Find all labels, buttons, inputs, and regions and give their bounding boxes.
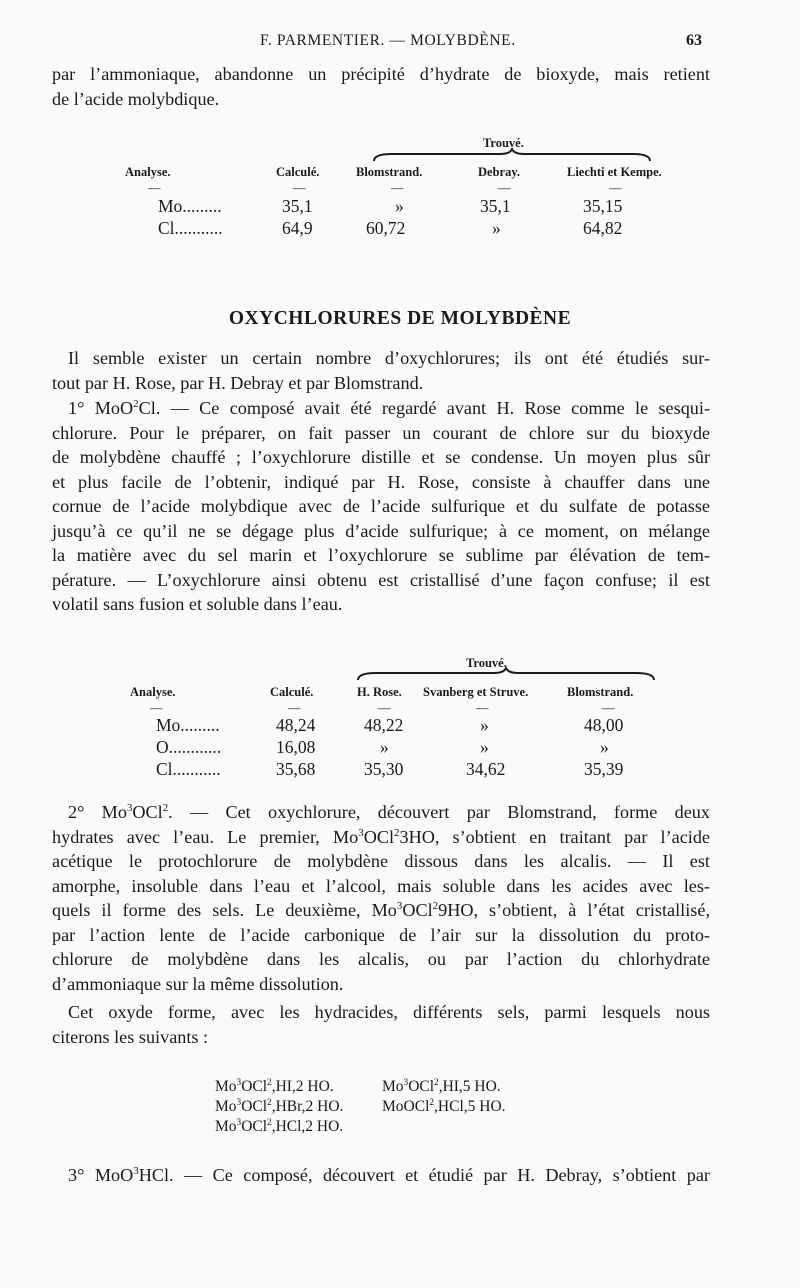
text-line: Cet oxyde forme, avec les hydracides, différents sels, parmi lesquels nous [68,1002,710,1022]
table-cell: 64,82 [583,218,623,238]
column-dash: — [391,181,404,195]
text-line: de l’acide molybdique. [52,88,220,109]
column-dash: — [498,181,511,195]
text-line: 2° Mo$^3$OCl$^2$. — Cet oxychlorure, découvert par Blomstrand, forme deux [68,801,710,822]
table-cell: » [492,218,501,238]
table-cell: 35,1 [282,196,313,216]
column-dash: — [609,181,622,195]
row-label: Mo......... [156,715,220,735]
column-dash: — [288,701,301,715]
text-line: chlorure. Pour le préparer, on fait passer un courant de chlore sur du bioxyde [52,422,710,443]
text-line: volatil sans fusion et soluble dans l’eau. [52,594,343,614]
table-cell: 60,72 [366,218,406,238]
text-line: quels il forme des sels. Le deuxième, Mo$^3$OCl$^2$9HO, s’obtient, à l’état cristallisé, [52,899,710,920]
salt-formula: MoOCl$^2$,HCl,5 HO. [382,1097,506,1115]
paragraph [52,1163,710,1188]
row-label: Cl........... [158,218,223,238]
item-number: 1° [68,398,85,418]
table-cell: 35,1 [480,196,511,216]
item-number: 2° [68,802,85,822]
table-cell: 16,08 [276,737,316,757]
table-cell: » [480,715,489,735]
column-dash: — [602,701,615,715]
table-cell: 64,9 [282,218,313,238]
text-line: Il semble exister un certain nombre d’oxychlorures; ils ont été étudiés sur- [68,348,710,368]
row-label: Cl........... [156,759,221,779]
column-header: Calculé. [276,165,320,179]
table-cell: » [380,737,389,757]
text-line: jusqu’à ce qu’il ne se dégage plus d’acide sulfurique; à ce moment, on mélange [52,520,710,541]
text-line: chlorure de molybdène dans les alcalis, ou par l’action du chlorhydrate [52,949,710,969]
chemical-formula: MoO$^3$HCl. [94,1164,174,1185]
column-dash: — [293,181,306,195]
text-line: citerons les suivants : [52,1026,209,1047]
text-line: acétique le protochlorure de molybdène dissous dans les alcalis. — Il est [52,851,710,871]
table-cell: 35,30 [364,759,404,779]
column-dash: — [150,701,163,715]
text-line: et plus facile de l’obtenir, indiqué par H. Rose, consiste à chauffer dans une [52,471,710,492]
section-heading: OXYCHLORURES DE MOLYBDÈNE [228,308,572,329]
column-header: Analyse. [125,165,171,179]
text-line: de molybdène chauffé ; l’oxychlorure distille et se condense. Un moyen plus sûr [52,447,710,467]
text-line: la matière avec du sel marin et l’oxychlorure se sublime par élévation de tem- [52,545,710,565]
column-header: Liechti et Kempe. [567,165,662,179]
table-cell: 34,62 [466,759,506,779]
table-group-label: Trouvé. [466,656,507,670]
text-line: tout par H. Rose, par H. Debray et par Blomstrand. [52,372,424,393]
salt-formula: Mo$^3$OCl$^2$,HBr,2 HO. [215,1097,344,1115]
salt-formula: Mo$^3$OCl$^2$,HI,2 HO. [215,1077,334,1095]
text-line: par l’action lente de l’acide carbonique de l’air sur la dissolution du proto- [52,924,710,945]
column-header: H. Rose. [357,685,402,699]
table-cell: 35,39 [584,759,624,779]
column-header: Svanberg et Struve. [423,685,529,699]
text-line: hydrates avec l’eau. Le premier, Mo$^3$OCl$^2$3HO, s’obtient en traitant par l’acide [52,826,710,847]
table-cell: 35,68 [276,759,316,779]
column-header: Debray. [478,165,521,179]
table-cell: » [395,196,404,216]
salt-formula: Mo$^3$OCl$^2$,HCl,2 HO. [215,1117,344,1135]
table-cell: 48,24 [276,715,316,735]
column-dash: — [148,181,161,195]
page-number: 63 [686,32,702,49]
text-line: 1° MoO$^2$Cl. — Ce composé avait été regardé avant H. Rose comme le sesqui- [68,397,711,418]
table-cell: 35,15 [583,196,623,216]
running-title: F. PARMENTIER. — MOLYBDÈNE. [260,32,516,49]
table-cell: » [480,737,489,757]
chemical-formula: Mo$^3$OCl$^2$. [101,801,173,822]
column-header: Blomstrand. [356,165,423,179]
text-line: par l’ammoniaque, abandonne un précipité d’hydrate de bioxyde, mais retient [52,64,710,84]
column-header: Blomstrand. [567,685,634,699]
column-header: Analyse. [130,685,176,699]
column-dash: — [476,701,489,715]
column-dash: — [378,701,391,715]
salt-formula: Mo$^3$OCl$^2$,HI,5 HO. [382,1077,501,1095]
row-label: Mo......... [158,196,222,216]
item-number: 3° [68,1165,85,1185]
column-header: Calculé. [270,685,314,699]
table-group-label: Trouvé. [483,136,524,150]
chemical-formula: MoO$^2$Cl. [94,397,161,418]
table-cell: » [600,737,609,757]
table-cell: 48,22 [364,715,404,735]
text-line: pérature. — L’oxychlorure ainsi obtenu est cristallisé d’une façon confuse; il est [52,569,710,590]
text-line: cornue de l’acide molybdique avec de l’acide sulfurique et du sulfate de potasse [52,496,710,516]
table-cell: 48,00 [584,715,624,735]
text-line: d’ammoniaque sur la même dissolution. [52,973,344,994]
text-line: 3° MoO$^3$HCl. — Ce composé, découvert et étudié par H. Debray, s’obtient par [68,1164,710,1185]
text-line: amorphe, insoluble dans l’eau et l’alcool, mais soluble dans les acides avec les- [52,875,710,896]
row-label: O............ [156,737,222,757]
